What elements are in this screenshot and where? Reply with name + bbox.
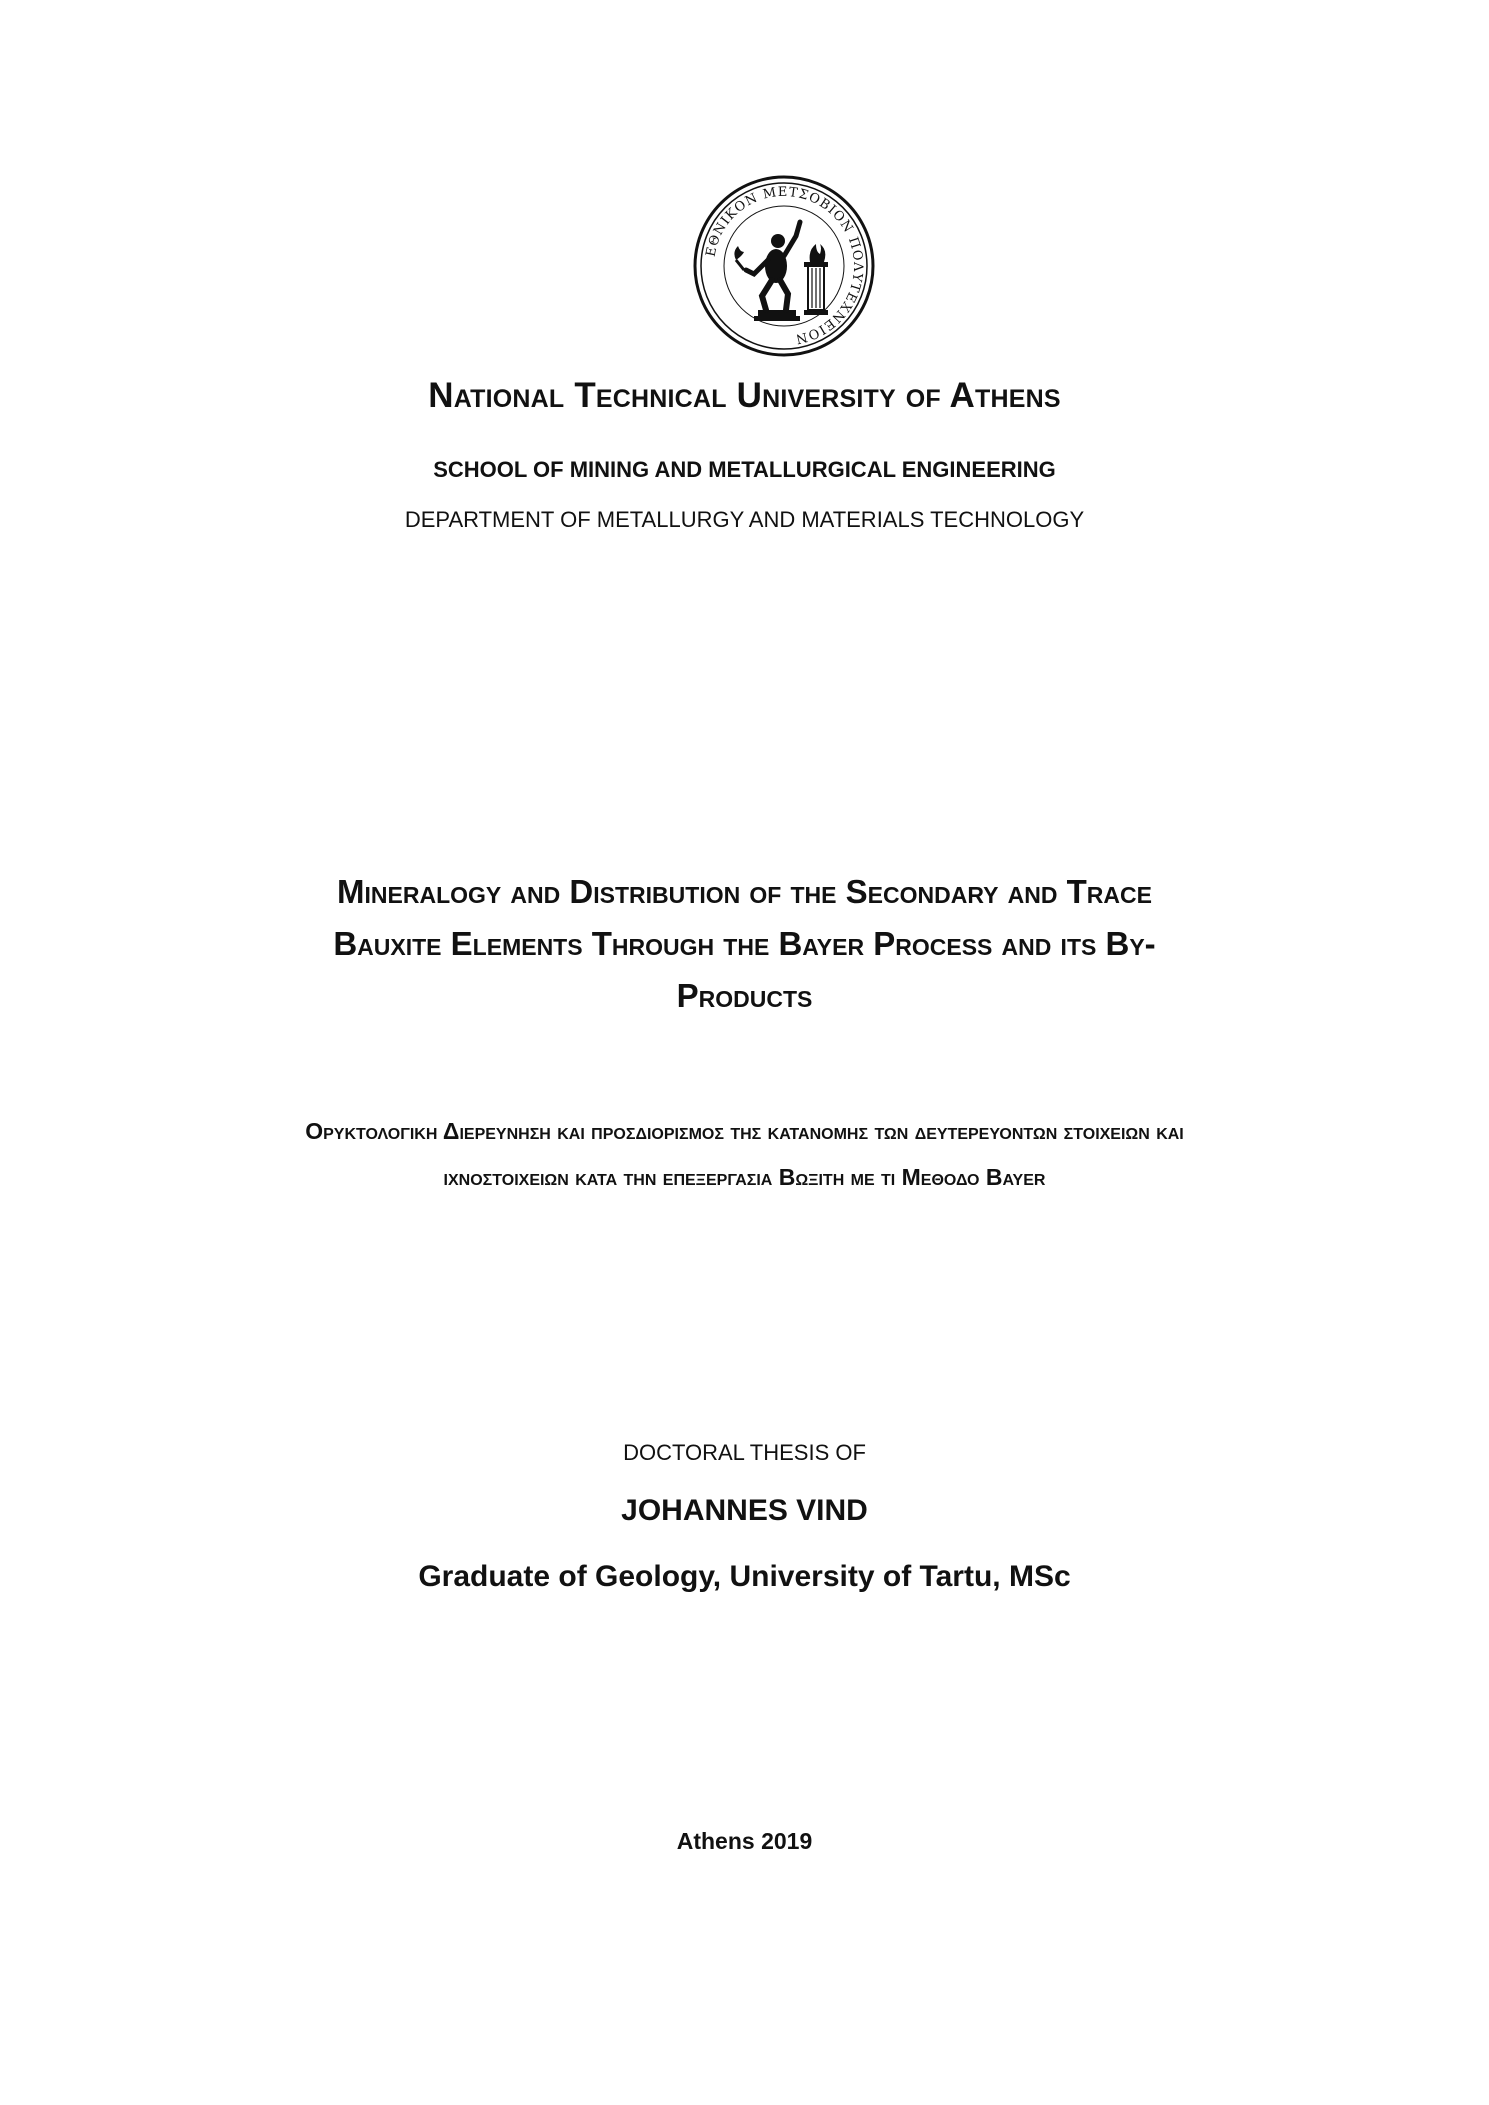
thesis-title-greek: Ορυκτολογικη Διερευνηση και προσδιορισμος της κατανομης των δευτερευοντων στοιχειων και ιχνοστοιχειων κατα την επεξεργασια Βωξιτη με τι Μεθοδο Bayer [305, 1118, 1184, 1190]
ntua-seal-icon [692, 174, 876, 358]
thesis-type-label: DOCTORAL THESIS OF [623, 1440, 866, 1465]
department-name: DEPARTMENT OF METALLURGY AND MATERIALS TECHNOLOGY [404, 507, 1085, 532]
svg-text:ΕΘΝΙΚΟΝ ΜΕΤΣΟΒΙΟΝ ΠΟΛΥΤΕΧΝΕΙΟΝ: ΕΘΝΙΚΟΝ ΜΕΤΣΟΒΙΟΝ ΠΟΛΥΤΕΧΝΕΙΟΝ [703, 184, 866, 347]
school-name: SCHOOL OF MINING AND METALLURGICAL ENGINEERING [433, 457, 1056, 482]
thesis-title-english: Mineralogy and Distribution of the Secondary and Trace Bauxite Elements Through the Bayer Process and its By-Products [333, 873, 1156, 1014]
author-credentials: Graduate of Geology, University of Tartu, MSc [418, 1560, 1071, 1593]
author-name: JOHANNES VIND [621, 1494, 868, 1527]
university-name: National Technical University of Athens [428, 376, 1061, 415]
place-and-year: Athens 2019 [676, 1828, 813, 1854]
